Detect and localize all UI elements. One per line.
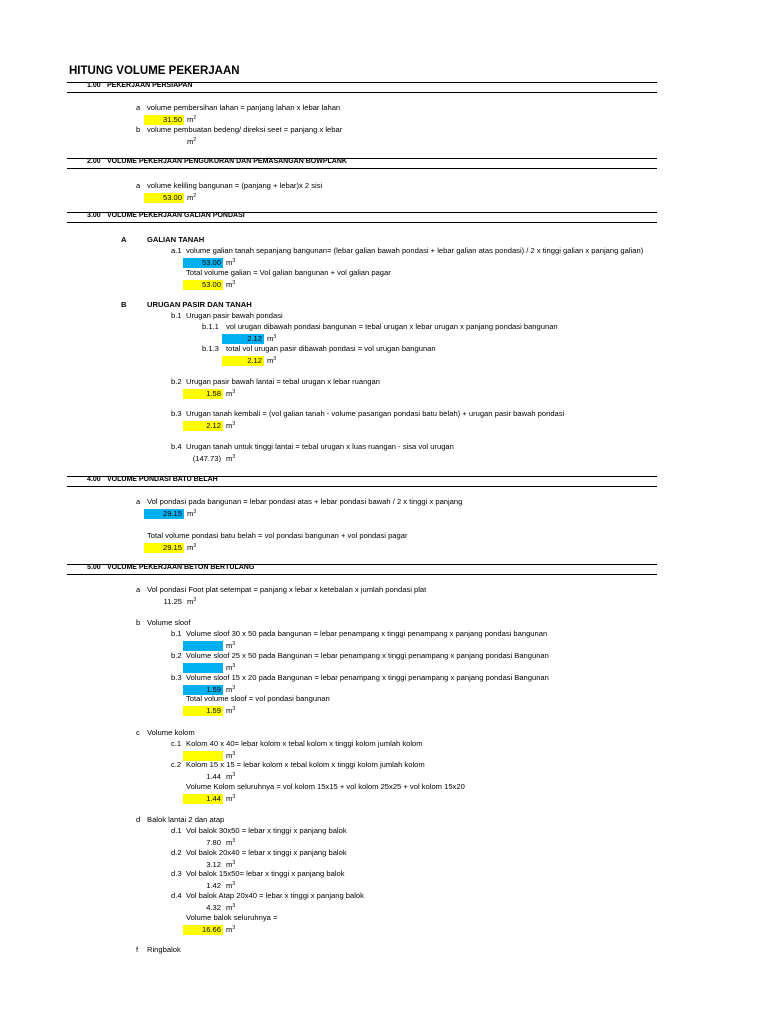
section-header-3: [67, 212, 657, 223]
unit-label: $m^3$: [226, 706, 236, 715]
item-text: Volume balok seluruhnya =: [186, 913, 278, 922]
item-key: b.2: [171, 377, 182, 386]
unit-label: $m^3$: [267, 356, 277, 365]
item-key: b: [136, 618, 141, 627]
item-text: Total volume galian = Vol galian bangunan + vol galian pagar: [186, 268, 391, 277]
value-cell[interactable]: 2.12: [222, 334, 264, 344]
unit-label: $m^3$: [226, 925, 236, 934]
item-text: Vol balok 15x50= lebar x tinggi x panjang balok: [186, 869, 345, 878]
item-key: b.1.3: [202, 344, 219, 353]
item-text: Volume Kolom seluruhnya = vol kolom 15x15 + vol kolom 25x25 + vol kolom 15x20: [186, 782, 465, 791]
item-key: c.2: [171, 760, 182, 769]
item-text: Volume sloof: [147, 618, 191, 627]
item-key: b.1: [171, 629, 182, 638]
unit-label: $m^3$: [187, 597, 197, 606]
subsection-label: GALIAN TANAH: [147, 235, 205, 244]
section-number: 4.00: [87, 476, 101, 483]
item-key: a.1: [171, 246, 182, 255]
item-text: Urugan pasir bawah lantai = tebal urugan x lebar ruangan: [186, 377, 380, 386]
value-cell[interactable]: 1.44: [206, 772, 221, 781]
item-key: d.2: [171, 848, 182, 857]
item-text: Total volume sloof = vol pondasi bangunan: [186, 694, 330, 703]
item-text: Balok lantai 2 dan atap: [147, 815, 225, 824]
unit-label: $m^3$: [187, 509, 197, 518]
item-key: f: [136, 945, 139, 954]
unit-label: $m^3$: [187, 543, 197, 552]
item-key: b.4: [171, 442, 182, 451]
value-cell[interactable]: 3.12: [206, 860, 221, 869]
section-number: 2.00: [87, 158, 101, 165]
item-text: Vol pondasi Foot plat setempat = panjang x lebar x ketebalan x jumlah pondasi plat: [147, 585, 427, 594]
unit-label: $m^3$: [226, 751, 236, 760]
unit-label: $m^3$: [267, 334, 277, 343]
value-cell[interactable]: [183, 641, 223, 651]
value-cell[interactable]: 1.59: [183, 706, 223, 716]
item-text: total vol urugan pasir dibawah pondasi = vol urugan bangunan: [226, 344, 436, 353]
page-title: HITUNG VOLUME PEKERJAAN: [69, 65, 240, 77]
value-cell[interactable]: 2.12: [183, 421, 223, 431]
item-key: a: [136, 103, 141, 112]
item-text: Vol balok 30x50 = lebar x tinggi x panjang balok: [186, 826, 347, 835]
item-key: c.1: [171, 739, 182, 748]
item-key: d: [136, 815, 141, 824]
section-label: PEKERJAAN PERSIAPAN: [107, 82, 193, 89]
item-text: Vol balok 20x40 = lebar x tinggi x panjang balok: [186, 848, 347, 857]
item-text: Urugan tanah kembali = (vol galian tanah - volume pasangan pondasi batu belah) + urugan pasir bawah pondasi: [186, 409, 565, 418]
subsection-key: A: [121, 235, 127, 244]
value-cell[interactable]: (147.73): [192, 454, 221, 463]
unit-label: $m^3$: [226, 838, 236, 847]
subsection-key: B: [121, 300, 127, 309]
section-number: 1.00: [87, 82, 101, 89]
unit-label: $m^3$: [226, 280, 236, 289]
value-cell[interactable]: 16.66: [183, 925, 223, 935]
unit-label: $m^2$: [187, 193, 197, 202]
item-text: Volume kolom: [147, 728, 195, 737]
item-key: a: [136, 497, 141, 506]
item-key: d.4: [171, 891, 182, 900]
value-cell[interactable]: 11.25: [163, 597, 182, 606]
value-cell[interactable]: 2.12: [222, 356, 264, 366]
item-text: Volume sloof 25 x 50 pada Bangunan = lebar penampang x tinggi penampang x panjang pondasi Bangunan: [186, 651, 549, 660]
item-text: Volume sloof 15 x 20 pada Bangunan = lebar penampang x tinggi penampang x panjang pondasi Bangunan: [186, 673, 549, 682]
item-key: c: [136, 728, 140, 737]
item-key: b.3: [171, 409, 182, 418]
item-key: b.3: [171, 673, 182, 682]
value-cell[interactable]: 1.58: [183, 389, 223, 399]
item-key: b.1.1: [202, 322, 219, 331]
value-cell[interactable]: 7.80: [206, 838, 221, 847]
section-label: VOLUME PONDASI BATU BELAH: [107, 476, 218, 483]
item-text: volume galian tanah sepanjang bangunan= (lebar galian bawah pondasi + lebar galian atas pondasi) / 2 x tinggi galian x panjang galian): [186, 246, 644, 255]
unit-label: $m^3$: [226, 663, 236, 672]
unit-label: $m^3$: [226, 772, 236, 781]
item-text: Kolom 40 x 40= lebar kolom x tebal kolom x tinggi kolom jumlah kolom: [186, 739, 423, 748]
unit-label: $m^3$: [226, 421, 236, 430]
value-cell[interactable]: 4.32: [206, 903, 221, 912]
section-number: 5.00: [87, 564, 101, 571]
unit-label: $m^3$: [226, 641, 236, 650]
item-text: volume pembuatan bedeng/ direksi seet = panjang x lebar: [147, 125, 343, 134]
section-label: VOLUME PEKERJAAN PENGUKURAN DAN PEMASANGAN BOWPLANK: [107, 158, 347, 165]
item-text: vol urugan dibawah pondasi bangunan = tebal urugan x lebar urugan x panjang pondasi bangunan: [226, 322, 558, 331]
unit-label: $m^3$: [226, 454, 236, 463]
item-text: Vol balok Atap 20x40 = lebar x tinggi x panjang balok: [186, 891, 364, 900]
item-text: Urugan tanah untuk tinggi lantai = tebal urugan x luas ruangan - sisa vol urugan: [186, 442, 454, 451]
unit-label: $m^3$: [226, 881, 236, 890]
value-cell[interactable]: 53.00: [183, 280, 223, 290]
item-text: volume pembersihan lahan = panjang lahan x lebar lahan: [147, 103, 341, 112]
value-cell[interactable]: 1.59: [183, 685, 223, 695]
unit-label: $m^3$: [226, 685, 236, 694]
unit-label: $m^3$: [226, 794, 236, 803]
section-header-4: [67, 476, 657, 487]
section-header-2: [67, 158, 657, 169]
subsection-label: URUGAN PASIR DAN TANAH: [147, 300, 252, 309]
section-header-1: [67, 82, 657, 93]
section-header-5: [67, 564, 657, 575]
item-text: Ringbalok: [147, 945, 181, 954]
value-cell[interactable]: 29.15: [144, 509, 184, 519]
item-key: a: [136, 181, 141, 190]
unit-label: $m^2$: [187, 137, 197, 146]
section-label: VOLUME PEKERJAAN GALIAN PONDASI: [107, 212, 245, 219]
item-key: b.1: [171, 311, 182, 320]
item-key: b.2: [171, 651, 182, 660]
item-key: b: [136, 125, 141, 134]
unit-label: $m^3$: [226, 860, 236, 869]
value-cell[interactable]: 53.00: [183, 258, 223, 268]
value-cell[interactable]: 1.42: [206, 881, 221, 890]
item-text: Vol pondasi pada bangunan = lebar pondasi atas + lebar pondasi bawah / 2 x tinggi x panjang: [147, 497, 463, 506]
value-cell[interactable]: [183, 663, 223, 673]
item-key: a: [136, 585, 141, 594]
unit-label: $m^3$: [226, 903, 236, 912]
unit-label: $m^3$: [226, 389, 236, 398]
value-cell[interactable]: 1.44: [183, 794, 223, 804]
value-cell[interactable]: 31.50: [144, 115, 184, 125]
value-cell[interactable]: 29.15: [144, 543, 184, 553]
item-key: d.3: [171, 869, 182, 878]
value-cell[interactable]: 53.00: [144, 193, 184, 203]
item-text: Volume sloof 30 x 50 pada bangunan = lebar penampang x tinggi penampang x panjang pondasi bangunan: [186, 629, 548, 638]
item-text: volume keliling bangunan = (panjang + lebar)x 2 sisi: [147, 181, 323, 190]
item-key: d.1: [171, 826, 182, 835]
section-label: VOLUME PEKERJAAN BETON BERTULANG: [107, 564, 255, 571]
unit-label: $m^3$: [226, 258, 236, 267]
item-text: Urugan pasir bawah pondasi: [186, 311, 283, 320]
section-number: 3.00: [87, 212, 101, 219]
unit-label: $m^2$: [187, 115, 197, 124]
item-text: Total volume pondasi batu belah = vol pondasi bangunan + vol pondasi pagar: [147, 531, 408, 540]
item-text: Kolom 15 x 15 = lebar kolom x tebal kolom x tinggi kolom jumlah kolom: [186, 760, 425, 769]
